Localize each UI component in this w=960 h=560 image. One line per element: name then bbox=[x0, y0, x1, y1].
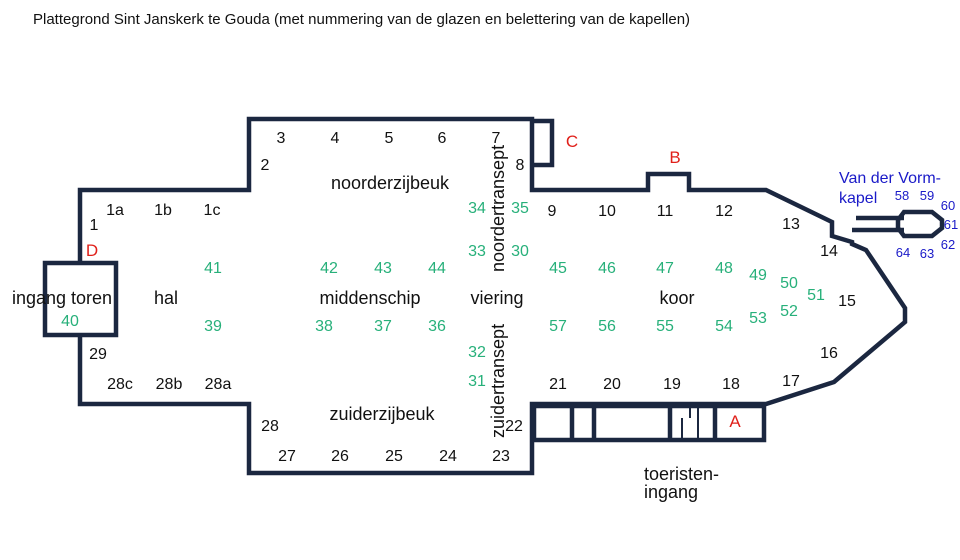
chapel-b: B bbox=[669, 148, 681, 167]
window-3: 3 bbox=[276, 130, 286, 147]
window-64: 64 bbox=[895, 245, 911, 260]
vormkapel-label-line2: kapel bbox=[839, 190, 878, 207]
chapel-c-wall bbox=[532, 121, 552, 165]
window-30: 30 bbox=[511, 243, 529, 260]
window-28b: 28b bbox=[155, 376, 183, 393]
vormkapel-label-line1: Van der Vorm- bbox=[839, 170, 941, 187]
window-52: 52 bbox=[780, 303, 798, 320]
window-2: 2 bbox=[260, 157, 270, 174]
window-59: 59 bbox=[919, 188, 935, 203]
window-49: 49 bbox=[749, 267, 767, 284]
window-21: 21 bbox=[549, 376, 567, 393]
chapel-c: C bbox=[565, 132, 579, 151]
window-53: 53 bbox=[749, 310, 767, 327]
label-koor: koor bbox=[659, 288, 695, 308]
window-41: 41 bbox=[204, 260, 222, 277]
window-46: 46 bbox=[598, 260, 616, 277]
window-45: 45 bbox=[549, 260, 567, 277]
label-toeristeningang-2: ingang bbox=[644, 482, 699, 502]
window-34: 34 bbox=[468, 200, 486, 217]
window-16: 16 bbox=[820, 345, 838, 362]
chapel-d: D bbox=[85, 241, 99, 260]
label-noorderzijbeuk: noorderzijbeuk bbox=[330, 173, 450, 193]
label-viering: viering bbox=[470, 288, 524, 308]
chapel-a: A bbox=[729, 412, 741, 431]
window-31: 31 bbox=[468, 373, 486, 390]
window-33: 33 bbox=[468, 243, 486, 260]
window-61: 61 bbox=[943, 217, 959, 232]
window-54: 54 bbox=[715, 318, 733, 335]
window-9: 9 bbox=[547, 203, 557, 220]
window-57: 57 bbox=[549, 318, 567, 335]
window-18: 18 bbox=[722, 376, 740, 393]
label-middenschip: middenschip bbox=[319, 288, 421, 308]
label-hal: hal bbox=[153, 288, 179, 308]
window-19: 19 bbox=[663, 376, 681, 393]
plan-title: Plattegrond Sint Janskerk te Gouda (met nummering van de glazen en belettering van de kapellen) bbox=[33, 11, 691, 28]
window-26: 26 bbox=[331, 448, 349, 465]
window-47: 47 bbox=[656, 260, 674, 277]
window-22: 22 bbox=[505, 418, 523, 435]
window-1c: 1c bbox=[203, 202, 221, 219]
vormkapel-wall bbox=[898, 212, 942, 236]
window-8: 8 bbox=[515, 157, 525, 174]
label-zuidertransept: zuidertransept bbox=[488, 323, 508, 438]
window-10: 10 bbox=[598, 203, 616, 220]
window-29: 29 bbox=[89, 346, 107, 363]
window-4: 4 bbox=[330, 130, 340, 147]
window-60: 60 bbox=[940, 198, 956, 213]
window-1a: 1a bbox=[106, 202, 124, 219]
window-51: 51 bbox=[807, 287, 825, 304]
window-13: 13 bbox=[782, 216, 800, 233]
window-38: 38 bbox=[315, 318, 333, 335]
window-37: 37 bbox=[374, 318, 392, 335]
window-55: 55 bbox=[656, 318, 674, 335]
window-63: 63 bbox=[919, 246, 935, 261]
window-1: 1 bbox=[89, 217, 99, 234]
window-62: 62 bbox=[940, 237, 956, 252]
window-40: 40 bbox=[61, 313, 79, 330]
window-35: 35 bbox=[511, 200, 529, 217]
window-39: 39 bbox=[204, 318, 222, 335]
window-44: 44 bbox=[428, 260, 446, 277]
window-7: 7 bbox=[491, 130, 501, 147]
window-17: 17 bbox=[782, 373, 800, 390]
window-50: 50 bbox=[780, 275, 798, 292]
label-noordertransept: noordertransept bbox=[488, 144, 508, 272]
window-27: 27 bbox=[278, 448, 296, 465]
window-5: 5 bbox=[384, 130, 394, 147]
label-zuiderzijbeuk: zuiderzijbeuk bbox=[329, 404, 435, 424]
window-43: 43 bbox=[374, 260, 392, 277]
window-1b: 1b bbox=[154, 202, 172, 219]
window-15: 15 bbox=[838, 293, 856, 310]
window-28: 28 bbox=[261, 418, 279, 435]
window-48: 48 bbox=[715, 260, 733, 277]
window-12: 12 bbox=[715, 203, 733, 220]
window-14: 14 bbox=[820, 243, 838, 260]
label-ingang-toren: ingang toren bbox=[11, 288, 113, 308]
window-11: 11 bbox=[656, 203, 674, 220]
window-28c: 28c bbox=[107, 376, 133, 393]
window-36: 36 bbox=[428, 318, 446, 335]
window-58: 58 bbox=[894, 188, 910, 203]
window-32: 32 bbox=[468, 344, 486, 361]
window-42: 42 bbox=[320, 260, 338, 277]
window-28a: 28a bbox=[204, 376, 232, 393]
window-56: 56 bbox=[598, 318, 616, 335]
window-6: 6 bbox=[437, 130, 447, 147]
window-24: 24 bbox=[439, 448, 457, 465]
window-23: 23 bbox=[492, 448, 510, 465]
window-20: 20 bbox=[603, 376, 621, 393]
window-25: 25 bbox=[385, 448, 403, 465]
label-toeristeningang-1: toeristen- bbox=[644, 464, 720, 484]
